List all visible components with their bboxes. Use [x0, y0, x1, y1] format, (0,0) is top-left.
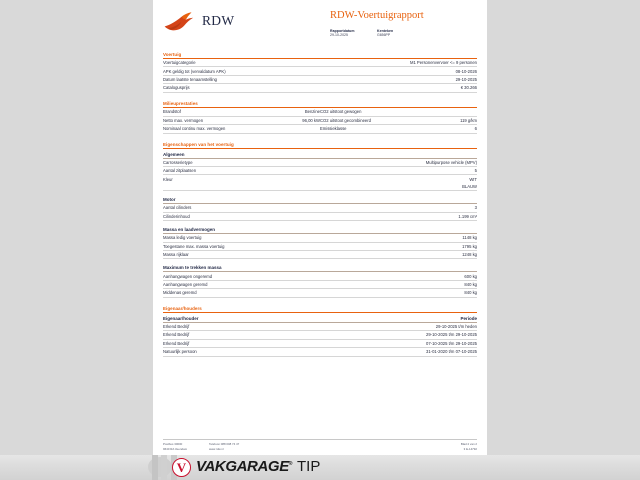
row-label: Aanhangwagen ongeremd [163, 272, 320, 280]
row-label-right: CO2 uitstoot gecombineerd [320, 116, 424, 124]
column-header-period: Periode [320, 313, 477, 322]
subsection-massa-title: Massa en laadvermogen [163, 225, 477, 235]
document-body [153, 38, 487, 357]
footer-doc-code: 3 E-14792 [463, 446, 477, 451]
row-value-left: Benzine [267, 108, 320, 116]
row-value-left: 96,00 kW [267, 116, 320, 124]
vakgarage-v-logo-icon: V [172, 458, 191, 477]
footer-page-info: Blad 2 van 2 [460, 442, 477, 447]
row-label: Carrosserietype [163, 159, 320, 167]
footer-spacer [279, 442, 461, 451]
vakgarage-brand-text: VAKGARAGE [196, 458, 289, 475]
document-page [153, 0, 487, 463]
meta-kenteken-value: G656PP [377, 33, 391, 38]
table-row [163, 166, 477, 174]
cell-holder: Natuurlijk persoon [163, 348, 320, 356]
table-row [163, 183, 477, 191]
voertuig-table [163, 59, 477, 93]
row-label: Aantal cilinders [163, 204, 320, 212]
report-meta [330, 29, 485, 38]
registered-mark-icon: ® [288, 461, 293, 467]
milieuprestaties-table [163, 108, 477, 133]
row-value-right: 119 g/km [424, 116, 477, 124]
table-row [163, 339, 477, 347]
section-voertuig [163, 52, 477, 93]
section-milieuprestaties [163, 101, 477, 133]
table-row [163, 116, 477, 124]
table-row [163, 331, 477, 339]
eigenaar-houders-table [163, 313, 477, 356]
row-value: € 30.266 [320, 84, 477, 92]
table-row [163, 67, 477, 75]
table-row [163, 84, 477, 92]
subsection-motor-title: Motor [163, 195, 477, 205]
row-label: Toegestane max. massa voertuig [163, 242, 320, 250]
row-label: Massa ledig voertuig [163, 234, 320, 242]
row-value: 1248 kg [320, 251, 477, 259]
rdw-wordmark: RDW [202, 13, 235, 29]
row-value: M1 Personenvervoer <= 9 personen [320, 59, 477, 67]
motor-table [163, 204, 477, 221]
row-value: 1.199 cm³ [320, 212, 477, 220]
table-row [163, 204, 477, 212]
row-label [163, 183, 320, 191]
section-eigenaar-houders [163, 306, 477, 356]
table-row [163, 108, 477, 116]
table-row [163, 348, 477, 356]
row-value: 600 kg [320, 272, 477, 280]
rdw-bird-flame-logo-icon [163, 10, 197, 32]
table-row [163, 175, 477, 183]
table-row [163, 234, 477, 242]
table-row [163, 322, 477, 330]
row-label: Cilinderinhoud [163, 212, 320, 220]
cell-holder: Erkend Bedrijf [163, 339, 320, 347]
document-header [153, 0, 487, 38]
footer-address [163, 442, 209, 451]
trekken-table [163, 272, 477, 297]
table-row [163, 59, 477, 67]
vakgarage-brand [196, 459, 292, 476]
row-value-right: 6 [424, 125, 477, 133]
cell-period: 29-10-2025 t/m heden [320, 322, 477, 330]
cell-period: 29-10-2025 t/m 29-10-2025 [320, 331, 477, 339]
row-label: Datum laatste tenaamstelling [163, 75, 320, 83]
row-label-left: Brandstof [163, 108, 267, 116]
row-value: BLAUW [320, 183, 477, 191]
meta-kenteken-label: Kenteken [377, 28, 394, 33]
row-value: WIT [469, 176, 477, 182]
row-label: Aanhangwagen geremd [163, 280, 320, 288]
row-value: 3 [320, 204, 477, 212]
column-header-holder: Eigenaar/houder [163, 313, 320, 322]
section-eigenschappen-title: Eigenschappen van het voertuig [163, 142, 477, 149]
row-label: Massa rijklaar [163, 251, 320, 259]
row-value-right [424, 108, 477, 116]
row-value: 840 kg [320, 289, 477, 297]
footer-address-line2: 9640 RA Veendam [163, 446, 188, 451]
row-label: Kleur [163, 176, 173, 182]
table-row [163, 272, 477, 280]
footer-website-link[interactable]: www.rdw.nl [209, 446, 224, 451]
row-label: Voertuigcategorie [163, 59, 320, 67]
table-row [163, 289, 477, 297]
row-label-left: Netto max. vermogen [163, 116, 267, 124]
meta-rapportdatum [330, 29, 377, 38]
vakgarage-tagline: TIP [297, 458, 321, 475]
massa-table [163, 234, 477, 259]
meta-rapportdatum-value: 29-10-2025 [330, 33, 348, 38]
section-voertuig-title: Voertuig [163, 52, 477, 59]
table-row [163, 212, 477, 220]
vakgarage-banner [0, 455, 640, 480]
section-eigenschappen [163, 142, 477, 298]
cell-period: 07-10-2025 t/m 29-10-2025 [320, 339, 477, 347]
algemeen-table [163, 159, 477, 192]
section-milieuprestaties-title: Milieuprestaties [163, 101, 477, 108]
meta-kenteken [377, 29, 424, 38]
table-row [163, 251, 477, 259]
row-value: 29-10-2025 [320, 75, 477, 83]
row-label: Middenas geremd [163, 289, 320, 297]
cell-period: 31-01-2020 t/m 07-10-2025 [320, 348, 477, 356]
footer-contact [209, 442, 279, 451]
footer-page-meta [461, 442, 477, 451]
row-value: 5 [320, 166, 477, 174]
row-value: 840 kg [320, 280, 477, 288]
row-value: 08-10-2026 [320, 67, 477, 75]
row-label: Catalogusprijs [163, 84, 320, 92]
table-row [163, 280, 477, 288]
row-value: 1795 kg [320, 242, 477, 250]
meta-rapportdatum-label: Rapportdatum [330, 28, 355, 33]
row-label-right: CO2 uitstoot gewogen [320, 108, 424, 116]
section-eigenaar-houders-title: Eigenaar/houders [163, 306, 477, 313]
row-value: 1148 kg [320, 234, 477, 242]
cell-holder: Erkend Bedrijf [163, 331, 320, 339]
row-label-left: Nominaal continu max. vermogen [163, 125, 267, 133]
table-row [163, 125, 477, 133]
document-footer [163, 439, 477, 451]
subsection-trekken-title: Maximum te trekken massa [163, 263, 477, 273]
table-row [163, 242, 477, 250]
footer-address-line1: Postbus 30000 [163, 442, 183, 447]
subsection-algemeen-title: Algemeen [163, 149, 477, 159]
brand-block [153, 10, 330, 32]
row-value-left [267, 125, 320, 133]
table-row [163, 75, 477, 83]
footer-phone: Telefoon 088 008 74 47 [209, 442, 240, 447]
title-block [330, 10, 487, 38]
row-label: Aantal zitplaatsen [163, 166, 320, 174]
table-row [163, 159, 477, 167]
row-label-right: Emissieklasse [320, 125, 424, 133]
table-header-row [163, 313, 477, 322]
page-title: RDW-Voertuigrapport [330, 10, 424, 21]
cell-holder: Erkend Bedrijf [163, 322, 320, 330]
row-label: APK geldig tot (vervaldatum APK) [163, 67, 320, 75]
row-value: Multipurpose vehicle (MPV) [320, 159, 477, 167]
